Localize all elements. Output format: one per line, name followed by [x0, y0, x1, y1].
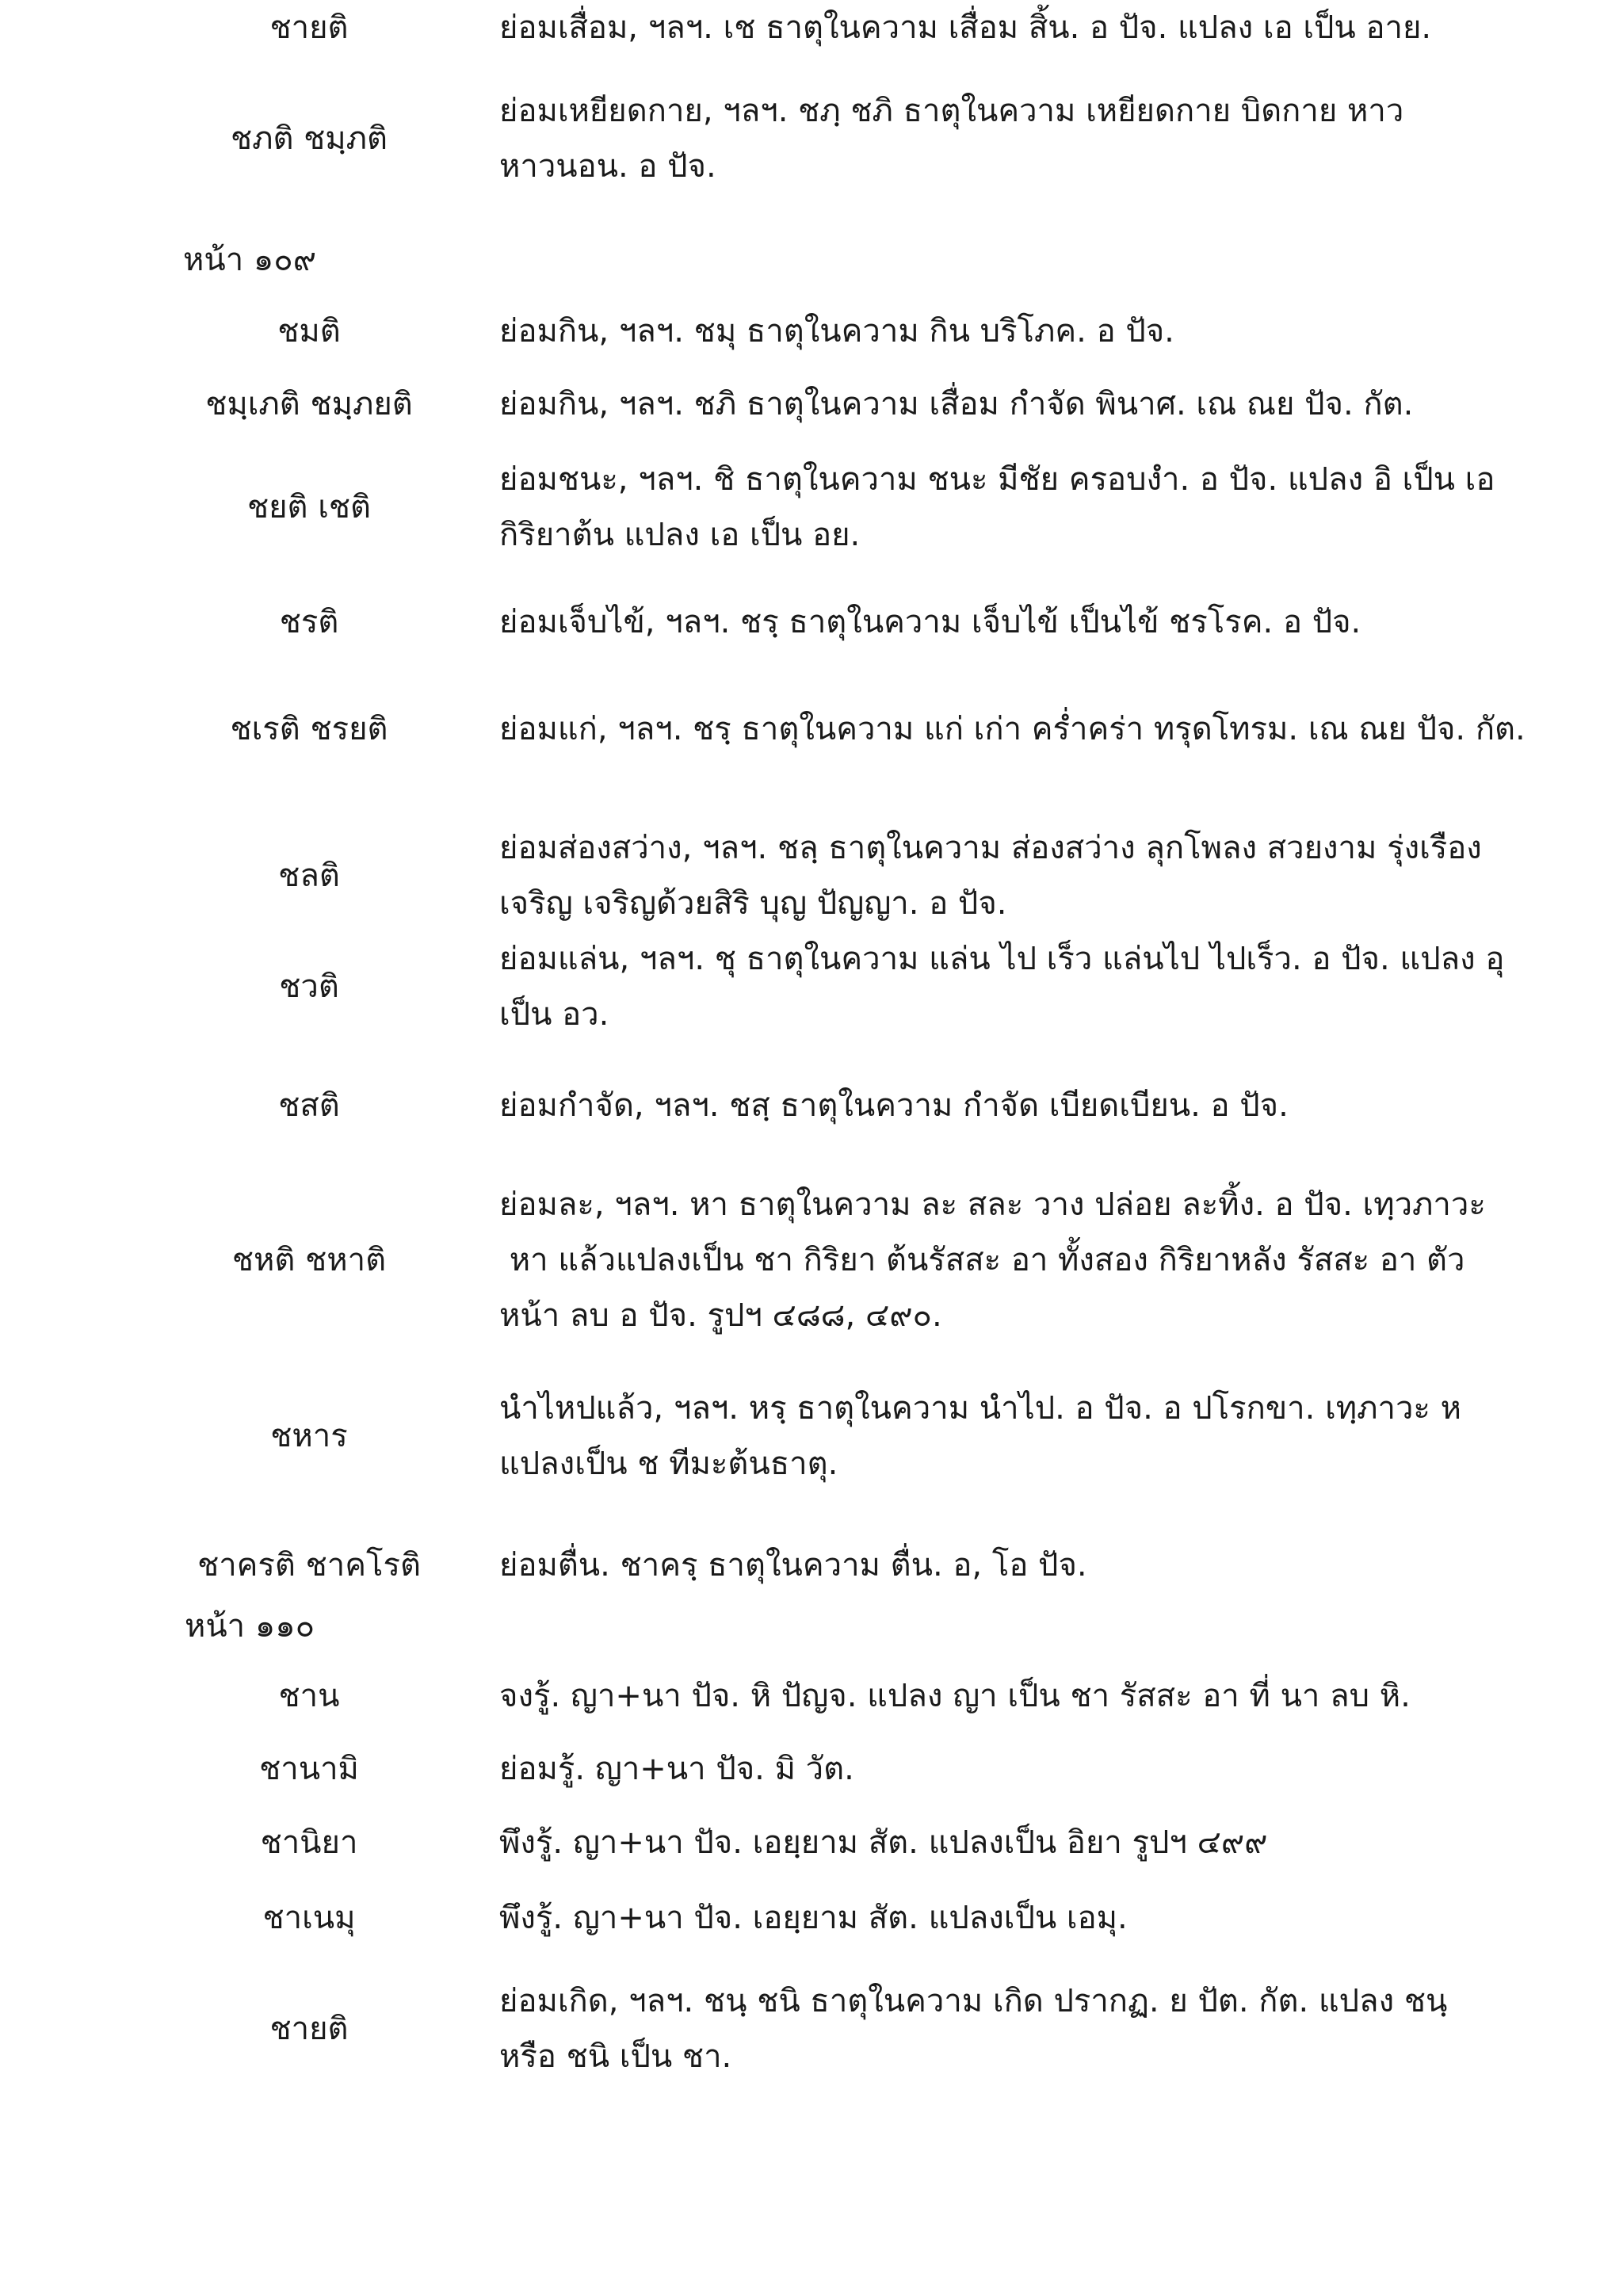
entry-term: ชมติ	[277, 313, 341, 350]
definition-line: หรือ ชนิ เป็น ชา.	[499, 2038, 732, 2075]
definition-line: ย่อมแล่น, ฯลฯ. ชุ ธาตุในความ แล่น ไป เร็ว แล่นไป ไปเร็ว. อ ปัจ. แปลง อุ	[499, 941, 1505, 977]
definition-line: ย่อมส่องสว่าง, ฯลฯ. ชลฺ ธาตุในความ ส่องสว่าง ลุกโพลง สวยงาม รุ่งเรือง	[499, 830, 1482, 866]
entry-definition	[499, 1890, 1569, 1946]
definition-line: จงรู้. ญา+นา ปัจ. หิ ปัญจ. แปลง ญา เป็น ชา รัสสะ อา ที่ นา ลบ หิ.	[499, 1678, 1411, 1714]
entry-term: ชานิยา	[260, 1824, 358, 1861]
entry-term: ชมฺเภติ ชมฺภยติ	[205, 386, 413, 422]
entry-term: ชานามิ	[259, 1751, 359, 1787]
definition-line: ย่อมกำจัด, ฯลฯ. ชสฺ ธาตุในความ กำจัด เบียดเบียน. อ ปัจ.	[499, 1087, 1289, 1124]
definition-line: เป็น อว.	[499, 996, 609, 1033]
dictionary-entry	[119, 376, 1569, 432]
entry-term: ชหติ ชหาติ	[231, 1242, 387, 1278]
entry-term: ชหาร	[270, 1418, 348, 1454]
dictionary-entry	[119, 1668, 1569, 1724]
definition-line: ย่อมตื่น. ชาครฺ ธาตุในความ ตื่น. อ, โอ ปัจ.	[499, 1547, 1087, 1584]
definition-line: ย่อมกิน, ฯลฯ. ชภิ ธาตุในความ เสื่อม กำจัด พินาศ. เณ ณย ปัจ. กัต.	[499, 386, 1414, 422]
entry-definition	[499, 1381, 1569, 1492]
entry-definition	[499, 83, 1569, 194]
entry-term: ชายติ	[269, 2011, 349, 2047]
entry-definition	[499, 594, 1569, 650]
definition-line: ย่อมชนะ, ฯลฯ. ชิ ธาตุในความ ชนะ มีชัย ครอบงำ. อ ปัจ. แปลง อิ เป็น เอ	[499, 461, 1495, 498]
entry-term: ชสติ	[278, 1087, 340, 1124]
entry-term: ชาน	[278, 1678, 340, 1714]
definition-line: ย่อมรู้. ญา+นา ปัจ. มิ วัต.	[499, 1751, 854, 1787]
definition-line: เจริญ เจริญด้วยสิริ บุญ ปัญญา. อ ปัจ.	[499, 885, 1007, 922]
dictionary-entry	[119, 820, 1569, 931]
entry-term: ชาเนมุ	[262, 1900, 356, 1936]
definition-line: ย่อมกิน, ฯลฯ. ชมุ ธาตุในความ กิน บริโภค. อ ปัจ.	[499, 313, 1174, 350]
entry-definition	[499, 1078, 1569, 1133]
entry-definition	[499, 1741, 1569, 1797]
dictionary-entry	[119, 452, 1569, 563]
entry-definition	[499, 931, 1569, 1042]
dictionary-entry	[119, 1078, 1569, 1133]
dictionary-entry	[119, 1177, 1569, 1343]
definition-line: หาวนอน. อ ปัจ.	[499, 148, 716, 185]
definition-line: ย่อมเกิด, ฯลฯ. ชนฺ ชนิ ธาตุในความ เกิด ปรากฏ. ย ปัต. กัต. แปลง ชนฺ	[499, 1983, 1448, 2019]
dictionary-entry	[119, 1815, 1569, 1870]
dictionary-entry	[119, 1890, 1569, 1946]
entry-term: ชายติ	[269, 10, 349, 46]
definition-line: หน้า ลบ อ ปัจ. รูปฯ ๔๘๘, ๔๙๐.	[499, 1297, 942, 1334]
definition-line: นำไหปแล้ว, ฯลฯ. หรฺ ธาตุในความ นำไป. อ ปัจ. อ ปโรกขา. เทฺภาวะ ห	[499, 1390, 1461, 1427]
entry-term: ชวติ	[279, 968, 339, 1005]
dictionary-entry	[119, 931, 1569, 1042]
definition-line: ย่อมเหยียดกาย, ฯลฯ. ชภฺ ชภิ ธาตุในความ เหยียดกาย บิดกาย หาว	[499, 93, 1404, 129]
definition-line: ย่อมแก่, ฯลฯ. ชรฺ ธาตุในความ แก่ เก่า คร่ำคร่า ทรุดโทรม. เณ ณย ปัจ. กัต.	[499, 711, 1526, 747]
entry-term: ชยติ เชติ	[246, 489, 372, 525]
dictionary-entry	[119, 0, 1569, 55]
definition-line: แปลงเป็น ช ทีมะต้นธาตุ.	[499, 1446, 838, 1482]
page-number-header: หน้า ๑๐๙	[183, 242, 316, 278]
entry-definition	[499, 1668, 1569, 1724]
entry-definition	[499, 1177, 1569, 1343]
page-number-header: หน้า ๑๑๐	[184, 1608, 315, 1645]
dictionary-entry	[119, 1741, 1569, 1797]
definition-line: พึงรู้. ญา+นา ปัจ. เอยฺยาม สัต. แปลงเป็น อิยา รูปฯ ๔๙๙	[499, 1824, 1268, 1861]
dictionary-entry	[119, 1381, 1569, 1492]
dictionary-entry	[119, 83, 1569, 194]
dictionary-entry	[119, 1538, 1569, 1593]
entry-definition	[499, 1538, 1569, 1593]
definition-line: ย่อมเสื่อม, ฯลฯ. เช ธาตุในความ เสื่อม สิ้น. อ ปัจ. แปลง เอ เป็น อาย.	[499, 10, 1432, 46]
entry-definition	[499, 701, 1569, 757]
entry-term: ชาครติ ชาคโรติ	[197, 1547, 421, 1584]
definition-line: ย่อมเจ็บไข้, ฯลฯ. ชรฺ ธาตุในความ เจ็บไข้ เป็นไข้ ชรโรค. อ ปัจ.	[499, 604, 1361, 640]
entry-definition	[499, 1815, 1569, 1870]
dictionary-entry	[119, 701, 1569, 757]
entry-definition	[499, 820, 1569, 931]
entry-definition	[499, 376, 1569, 432]
dictionary-entry	[119, 304, 1569, 359]
entry-definition	[499, 0, 1569, 55]
definition-line: ย่อมละ, ฯลฯ. หา ธาตุในความ ละ สละ วาง ปล่อย ละทิ้ง. อ ปัจ. เทฺวภาวะ	[499, 1186, 1486, 1223]
entry-term: ชลติ	[278, 858, 340, 894]
entry-definition	[499, 304, 1569, 359]
definition-line: กิริยาต้น แปลง เอ เป็น อย.	[499, 517, 861, 553]
entry-term: ชรติ	[279, 604, 339, 640]
dictionary-entry	[119, 594, 1569, 650]
definition-line: พึงรู้. ญา+นา ปัจ. เอยฺยาม สัต. แปลงเป็น เอมุ.	[499, 1900, 1128, 1936]
definition-line: หา แล้วแปลงเป็น ชา กิริยา ต้นรัสสะ อา ทั้งสอง กิริยาหลัง รัสสะ อา ตัว	[499, 1242, 1465, 1278]
entry-definition	[499, 1973, 1569, 2084]
dictionary-entry	[119, 1973, 1569, 2084]
entry-term: ชเรติ ชรยติ	[230, 711, 388, 747]
entry-definition	[499, 452, 1569, 563]
entry-term: ชภติ ชมฺภติ	[230, 120, 388, 157]
